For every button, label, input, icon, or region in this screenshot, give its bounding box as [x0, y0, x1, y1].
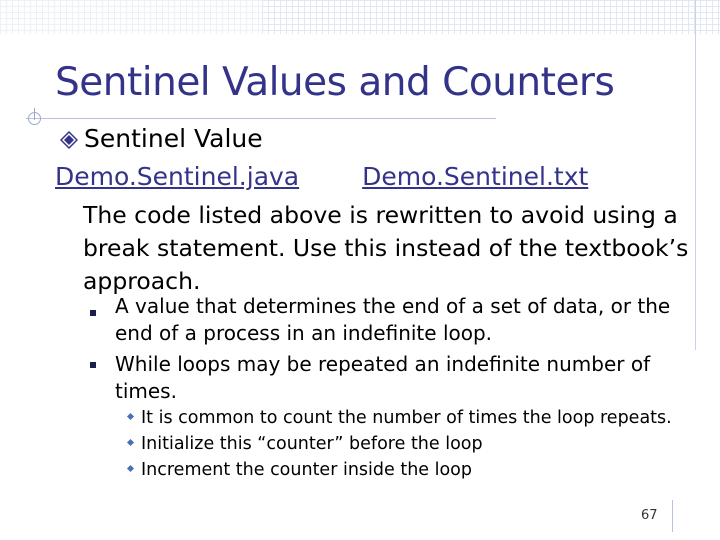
bullet-sentinel-value: [60, 124, 263, 155]
sub-bullet: [90, 293, 700, 347]
title-underline: [26, 118, 496, 119]
page-number: 67: [641, 508, 658, 523]
bullet-sentinel-value-text: Sentinel Value: [84, 124, 263, 153]
sub-sub-bullet: [128, 434, 483, 454]
square-bullet-icon: [90, 362, 96, 368]
sub-sub-bullet-text: It is common to count the number of times the loop repeats.: [141, 408, 672, 428]
sub-sub-bullet-text: Initialize this “counter” before the loop: [141, 434, 483, 454]
small-diamond-bullet-icon: [127, 464, 134, 471]
sub-bullet: [90, 351, 700, 405]
slide-title: Sentinel Values and Counters: [55, 60, 615, 105]
sub-bullet-text: While loops may be repeated an indefinite number of times.: [115, 352, 651, 403]
header-grid-right: [262, 0, 720, 34]
crosshair-line: [34, 108, 35, 120]
demo-sentinel-java-link[interactable]: Demo.Sentinel.java: [55, 162, 300, 191]
description-paragraph: The code listed above is rewritten to avoid using a break statement. Use this instead of the textbook’s approach.: [83, 201, 689, 295]
small-diamond-bullet-icon: [127, 412, 134, 419]
sub-bullet-text: A value that determines the end of a set of data, or the end of a process in an indefinite loop.: [115, 294, 671, 345]
diamond-bullet-icon: [60, 126, 78, 155]
demo-sentinel-txt-link[interactable]: Demo.Sentinel.txt: [362, 162, 589, 191]
small-diamond-bullet-icon: [127, 438, 134, 445]
square-bullet-icon: [90, 310, 96, 316]
sub-sub-bullet-text: Increment the counter inside the loop: [141, 460, 472, 480]
footer-divider: [672, 500, 673, 532]
demo-links: [55, 162, 588, 191]
sub-sub-bullet: [128, 408, 672, 428]
header-grid-left: [0, 0, 262, 34]
sub-sub-bullet: [128, 460, 472, 480]
